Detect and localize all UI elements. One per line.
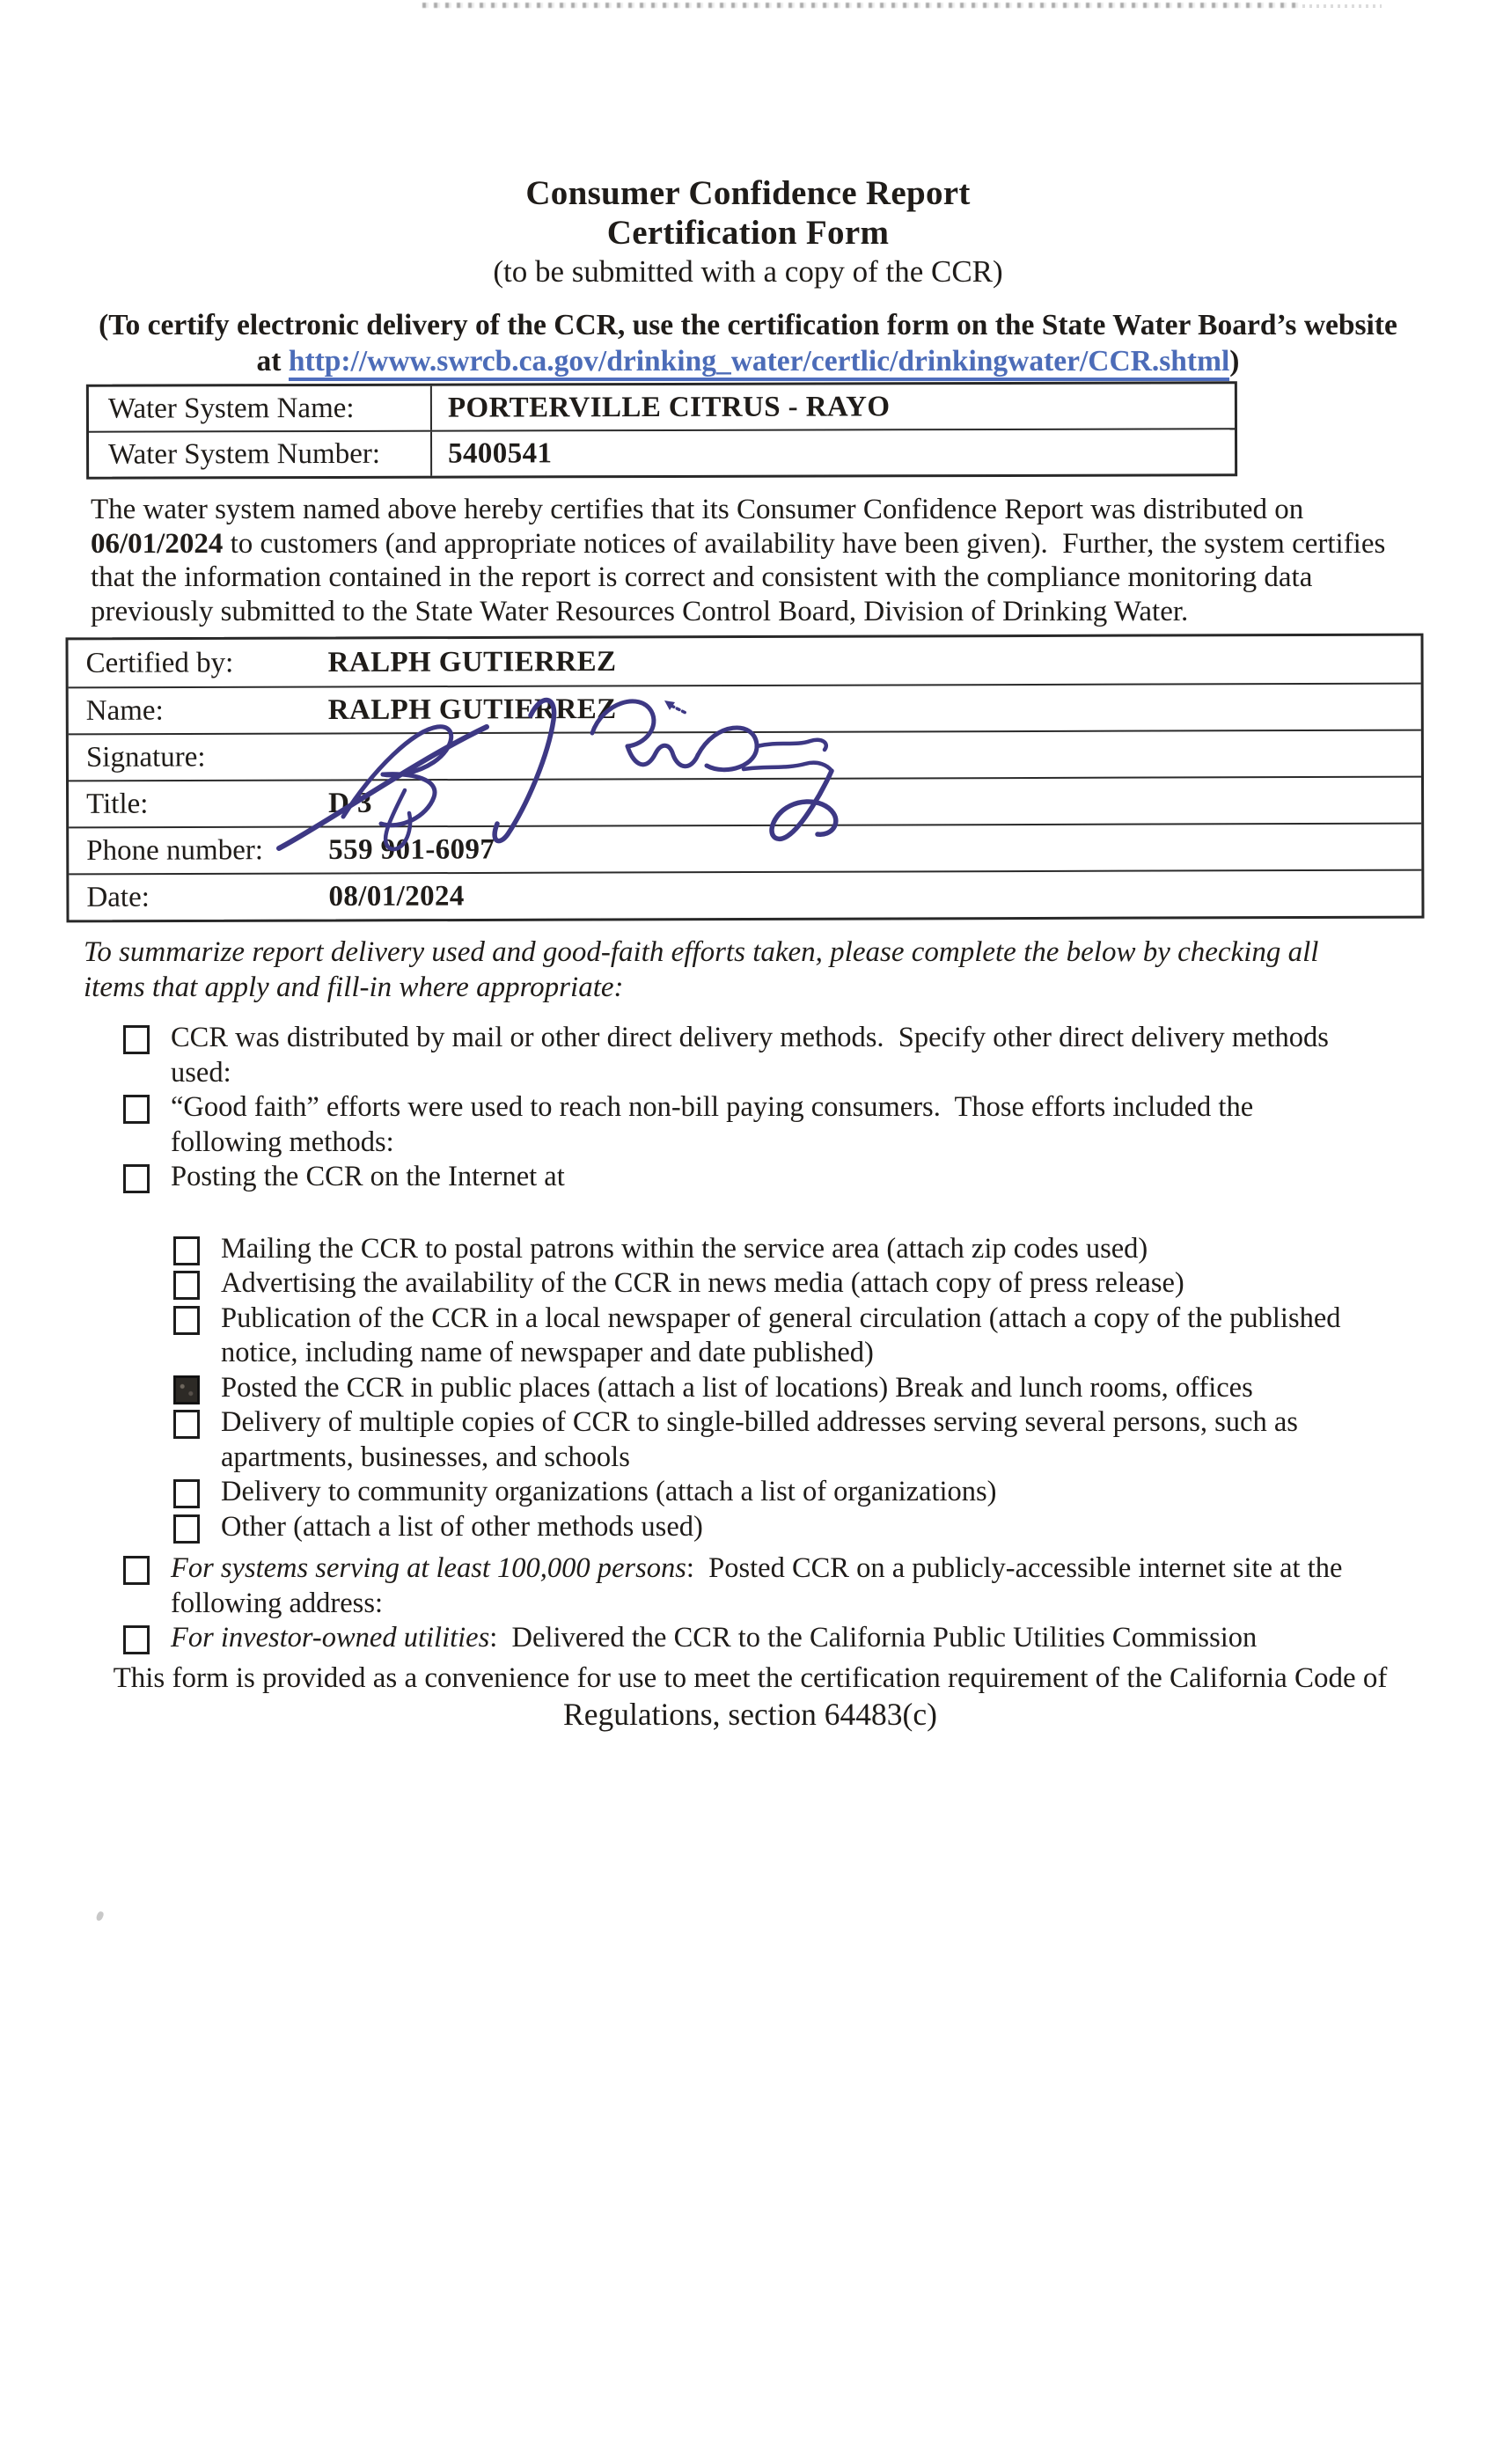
checklist-item xyxy=(123,1510,1443,1545)
scan-artifact-strip-2 xyxy=(1302,4,1382,8)
checkbox[interactable] xyxy=(123,1025,150,1054)
date-label: Date: xyxy=(86,881,150,913)
checklist-item-label: “Good faith” efforts were used to reach non-bill paying consumers. Those efforts included the following methods: xyxy=(171,1091,1254,1158)
distribution-date: 06/01/2024 xyxy=(91,527,224,560)
checkbox[interactable] xyxy=(123,1556,150,1585)
checklist-item-label: Publication of the CCR in a local newspaper of general circulation (attach a copy of the published notice, including name of newspaper and date published) xyxy=(221,1302,1341,1368)
table-row-system-number xyxy=(89,428,1235,476)
checklist-item-label: CCR was distributed by mail or other direct delivery methods. Specify other direct delivery methods used: xyxy=(171,1022,1329,1089)
checkbox[interactable] xyxy=(173,1271,200,1300)
checkbox[interactable] xyxy=(173,1236,200,1265)
system-name-label: Water System Name: xyxy=(89,386,432,431)
system-name-value: PORTERVILLE CITRUS - RAYO xyxy=(447,390,891,424)
checklist xyxy=(123,1021,1443,1656)
certify-text-2: to customers (and appropriate notices of availability have been given). Further, the system certifies that the information contained in the report is correct and consistent with the compliance monitoring data previously submitted to the State Water Resources Control Board, Division of Drinking Water. xyxy=(91,527,1386,627)
scan-artifact-strip xyxy=(422,3,1302,8)
certified-by-value: RALPH GUTIERREZ xyxy=(327,645,617,678)
checklist-item-label: Posting the CCR on the Internet at xyxy=(171,1161,565,1192)
checkbox[interactable] xyxy=(123,1164,150,1193)
checklist-item xyxy=(123,1232,1443,1267)
link-suffix: ) xyxy=(1229,345,1240,378)
checklist-item xyxy=(123,1090,1443,1160)
checklist-item xyxy=(123,1405,1443,1475)
phone-label: Phone number: xyxy=(86,833,264,867)
checkbox[interactable] xyxy=(173,1514,200,1544)
system-number-value: 5400541 xyxy=(448,436,553,470)
checkbox[interactable] xyxy=(123,1625,150,1654)
name-value: RALPH GUTIERREZ xyxy=(327,693,617,726)
document-title-block xyxy=(0,173,1496,291)
title-label: Title: xyxy=(86,788,149,820)
footer-line2: Regulations, section 64483(c) xyxy=(563,1697,937,1732)
certify-text-1: The water system named above hereby certifies that its Consumer Confidence Report was distributed on xyxy=(91,494,1304,525)
summary-instruction-line1: To summarize report delivery used and good-faith efforts taken, please complete the below by checking all xyxy=(84,936,1319,968)
checkbox[interactable] xyxy=(173,1479,200,1508)
electronic-delivery-note xyxy=(0,307,1496,379)
checklist-item xyxy=(123,1475,1443,1510)
certification-paragraph xyxy=(91,493,1421,628)
checklist-item xyxy=(123,1160,1443,1195)
checkbox[interactable] xyxy=(173,1306,200,1335)
page-title-line1: Consumer Confidence Report xyxy=(525,174,971,212)
checkbox[interactable] xyxy=(173,1410,200,1439)
checklist-item-label: Delivery of multiple copies of CCR to single-billed addresses serving several persons, such as apartments, businesses, and schools xyxy=(221,1406,1298,1473)
page-title-subtitle: (to be submitted with a copy of the CCR) xyxy=(493,254,1003,289)
checklist-item-label: Advertising the availability of the CCR in news media (attach copy of press release) xyxy=(221,1267,1184,1299)
checklist-item xyxy=(123,1371,1443,1406)
title-value: D 3 xyxy=(328,787,372,819)
system-number-label: Water System Number: xyxy=(89,432,432,477)
footer-note xyxy=(84,1661,1417,1733)
certified-by-label: Certified by: xyxy=(85,646,234,679)
checklist-item-label: Delivery to community organizations (attach a list of organizations) xyxy=(221,1476,997,1507)
checklist-item xyxy=(123,1021,1443,1090)
signature-image xyxy=(251,685,858,861)
row-date xyxy=(69,869,1421,920)
scan-speck xyxy=(95,1910,104,1922)
row-certified-by xyxy=(69,636,1421,687)
checklist-item-label: Mailing the CCR to postal patrons within the service area (attach zip codes used) xyxy=(221,1232,1148,1265)
water-system-table xyxy=(86,381,1237,479)
name-label: Name: xyxy=(85,694,164,727)
checklist-item-label: For systems serving at least 100,000 persons: Posted CCR on a publicly-accessible internet site at the following address: xyxy=(171,1552,1343,1619)
footer-line1: This form is provided as a convenience for use to meet the certification requirement of the California Code of xyxy=(113,1662,1388,1694)
summary-instruction-line2: items that apply and fill-in where appropriate: xyxy=(84,971,624,1003)
ccr-url-link[interactable]: http://www.swrcb.ca.gov/drinking_water/certlic/drinkingwater/CCR.shtml xyxy=(289,345,1229,381)
electronic-delivery-note-line1: (To certify electronic delivery of the CCR, use the certification form on the State Water Board’s website xyxy=(99,309,1397,341)
checklist-item xyxy=(123,1551,1443,1621)
table-row-system-name xyxy=(89,384,1235,430)
phone-value: 559 901-6097 xyxy=(328,832,495,866)
checklist-item-label: Posted the CCR in public places (attach a list of locations) Break and lunch rooms, offices xyxy=(221,1371,1253,1404)
signature-label: Signature: xyxy=(85,740,206,774)
link-prefix: at xyxy=(256,345,289,378)
date-value: 08/01/2024 xyxy=(328,880,465,913)
checklist-item xyxy=(123,1266,1443,1302)
checklist-item xyxy=(123,1621,1443,1656)
checkbox[interactable] xyxy=(123,1095,150,1124)
page-title-line2: Certification Form xyxy=(606,214,890,252)
checklist-item xyxy=(123,1302,1443,1371)
summary-instruction xyxy=(84,935,1421,1005)
checklist-item-label: For investor-owned utilities: Delivered the CCR to the California Public Utilities Commission xyxy=(171,1622,1258,1654)
checkbox-checked[interactable] xyxy=(173,1375,200,1404)
electronic-delivery-note-line2 xyxy=(0,343,1496,379)
checklist-item-label: Other (attach a list of other methods used) xyxy=(221,1510,703,1543)
